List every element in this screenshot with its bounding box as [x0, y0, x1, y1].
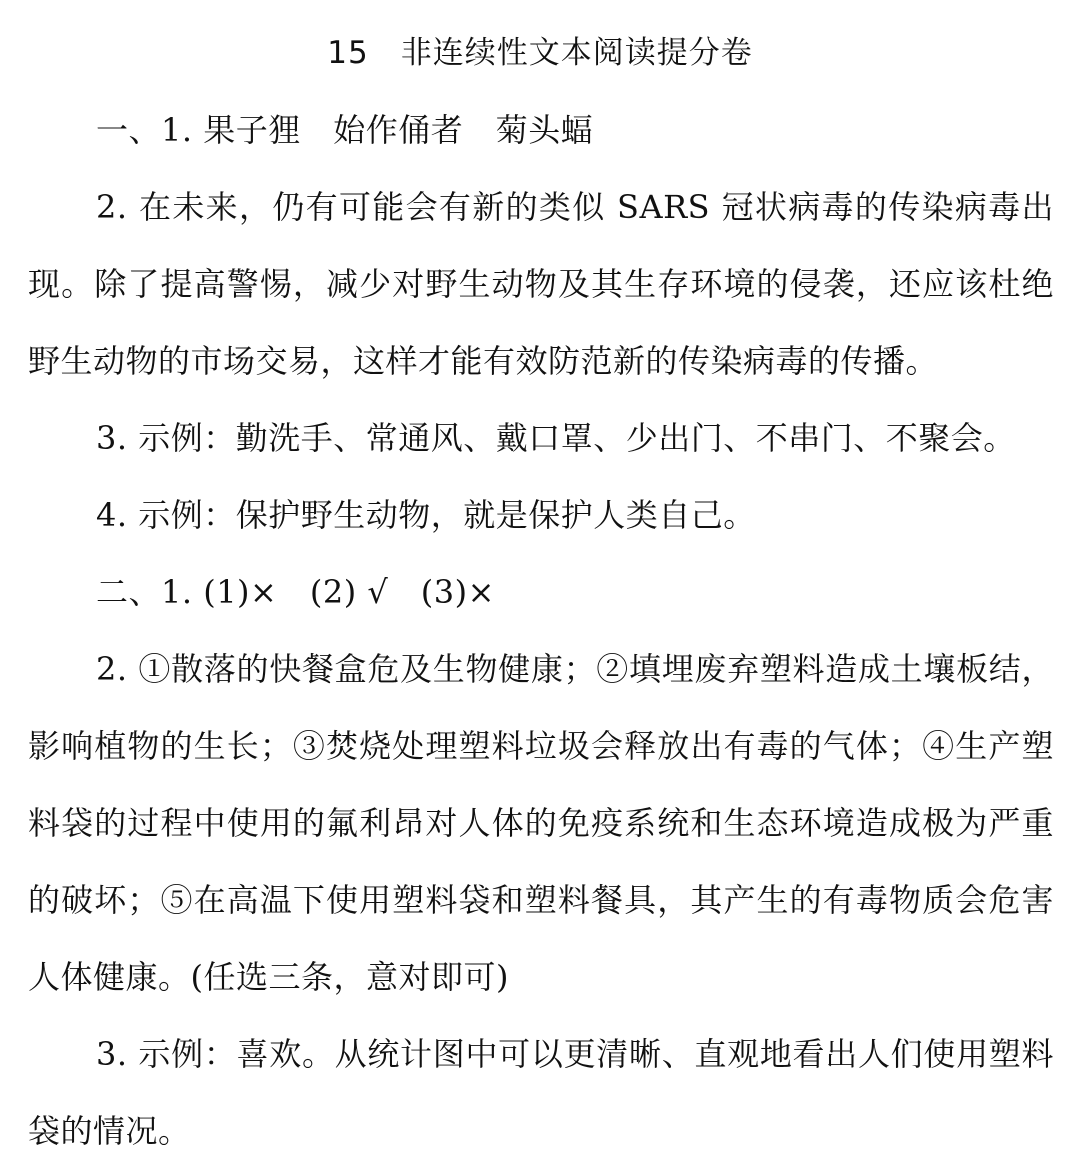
answer-body — [28, 92, 1054, 1170]
answer-part2-q3: 3. 示例：喜欢。从统计图中可以更清晰、直观地看出人们使用塑料袋的情况。 — [28, 1035, 1054, 1150]
answer-part2-q2: 2. ①散落的快餐盒危及生物健康；②填埋废弃塑料造成土壤板结，影响植物的生长；③焚烧处理塑料垃圾会释放出有毒的气体；④生产塑料袋的过程中使用的氟利昂对人体的免疫系统和生态环境造成极为严重的破坏；⑤在高温下使用塑料袋和塑料餐具，其产生的有毒物质会危害人体健康。(任选三条，意对即可) — [28, 650, 1054, 996]
page-title: 15 非连续性文本阅读提分卷 — [327, 35, 753, 71]
answer-part2-q1: 二、1. (1)× (2) √ (3)× — [96, 573, 495, 611]
answer-part1-q2: 2. 在未来，仍有可能会有新的类似 SARS 冠状病毒的传染病毒出现。除了提高警惕，减少对野生动物及其生存环境的侵袭，还应该杜绝野生动物的市场交易，这样才能有效防范新的传染病毒的传播。 — [28, 188, 1054, 380]
answer-part1-q1: 一、1. 果子狸 始作俑者 菊头蝠 — [96, 111, 594, 149]
answer-part1-q3: 3. 示例：勤洗手、常通风、戴口罩、少出门、不串门、不聚会。 — [96, 419, 1016, 457]
answer-part1-q4: 4. 示例：保护野生动物，就是保护人类自己。 — [96, 496, 756, 534]
